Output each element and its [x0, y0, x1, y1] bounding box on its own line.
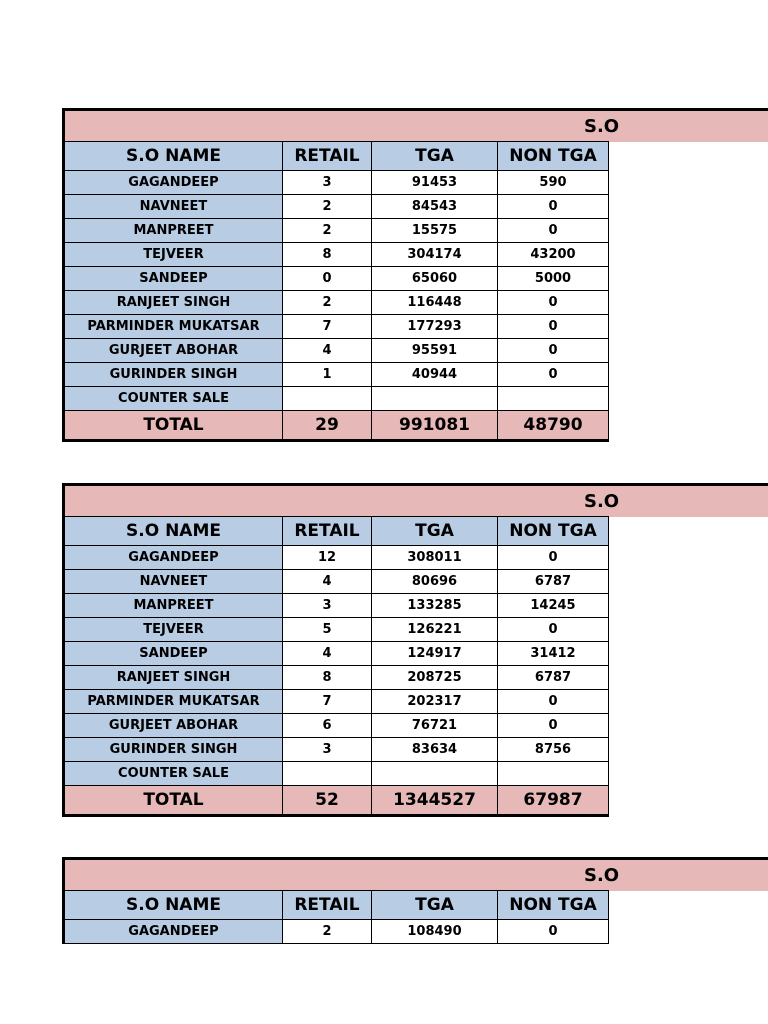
- so-name-cell[interactable]: PARMINDER MUKATSAR: [64, 315, 283, 339]
- retail-cell[interactable]: 2: [283, 291, 372, 315]
- non-tga-cell[interactable]: 0: [498, 618, 609, 642]
- so-name-cell[interactable]: TEJVEER: [64, 243, 283, 267]
- non-tga-cell[interactable]: 43200: [498, 243, 609, 267]
- so-banner: [62, 857, 768, 891]
- tga-header: TGA: [372, 517, 498, 546]
- retail-cell[interactable]: 7: [283, 315, 372, 339]
- tga-cell[interactable]: 91453: [372, 171, 498, 195]
- retail-cell[interactable]: [283, 387, 372, 411]
- so-name-cell[interactable]: MANPREET: [64, 594, 283, 618]
- non-tga-cell[interactable]: 0: [498, 690, 609, 714]
- non-tga-cell[interactable]: 0: [498, 546, 609, 570]
- tga-cell[interactable]: 304174: [372, 243, 498, 267]
- so-table: [62, 141, 609, 442]
- tga-cell[interactable]: 177293: [372, 315, 498, 339]
- non-tga-cell[interactable]: 0: [498, 195, 609, 219]
- total-label[interactable]: TOTAL: [64, 786, 283, 816]
- retail-cell[interactable]: 4: [283, 339, 372, 363]
- retail-cell[interactable]: 3: [283, 171, 372, 195]
- table-row: [64, 690, 609, 714]
- non-tga-header: NON TGA: [498, 891, 609, 920]
- so-name-cell[interactable]: GAGANDEEP: [64, 546, 283, 570]
- retail-header: RETAIL: [283, 142, 372, 171]
- table-row: [64, 738, 609, 762]
- tga-cell[interactable]: 108490: [372, 920, 498, 944]
- so-name-header: S.O NAME: [64, 142, 283, 171]
- table-row: [64, 920, 609, 944]
- tga-cell[interactable]: 202317: [372, 690, 498, 714]
- retail-cell[interactable]: 3: [283, 594, 372, 618]
- non-tga-header: NON TGA: [498, 142, 609, 171]
- table-row: [64, 291, 609, 315]
- tga-cell[interactable]: 126221: [372, 618, 498, 642]
- so-name-cell[interactable]: GURINDER SINGH: [64, 738, 283, 762]
- non-tga-cell[interactable]: 0: [498, 920, 609, 944]
- retail-cell[interactable]: 6: [283, 714, 372, 738]
- so-banner-title: S.O: [584, 491, 620, 512]
- non-tga-cell[interactable]: 0: [498, 291, 609, 315]
- so-name-cell[interactable]: RANJEET SINGH: [64, 291, 283, 315]
- tga-cell[interactable]: 133285: [372, 594, 498, 618]
- header-row: [64, 142, 609, 171]
- non-tga-header: NON TGA: [498, 517, 609, 546]
- total-tga[interactable]: 991081: [372, 411, 498, 441]
- table-row: [64, 714, 609, 738]
- tga-header: TGA: [372, 891, 498, 920]
- retail-cell[interactable]: 2: [283, 219, 372, 243]
- retail-cell[interactable]: 12: [283, 546, 372, 570]
- header-row: [64, 517, 609, 546]
- so-name-header: S.O NAME: [64, 891, 283, 920]
- table-row: [64, 243, 609, 267]
- non-tga-cell[interactable]: 6787: [498, 666, 609, 690]
- tga-cell[interactable]: [372, 387, 498, 411]
- table-row: [64, 618, 609, 642]
- table-row: [64, 570, 609, 594]
- so-banner-title: S.O: [584, 116, 620, 137]
- tga-cell[interactable]: 40944: [372, 363, 498, 387]
- retail-cell[interactable]: 8: [283, 243, 372, 267]
- so-banner: [62, 483, 768, 517]
- so-table: [62, 890, 609, 944]
- non-tga-cell[interactable]: 590: [498, 171, 609, 195]
- total-label[interactable]: TOTAL: [64, 411, 283, 441]
- so-name-cell[interactable]: TEJVEER: [64, 618, 283, 642]
- tga-cell[interactable]: [372, 762, 498, 786]
- table-row: [64, 387, 609, 411]
- non-tga-cell[interactable]: 6787: [498, 570, 609, 594]
- so-name-cell[interactable]: RANJEET SINGH: [64, 666, 283, 690]
- so-name-cell[interactable]: GAGANDEEP: [64, 171, 283, 195]
- tga-cell[interactable]: 308011: [372, 546, 498, 570]
- tga-cell[interactable]: 83634: [372, 738, 498, 762]
- table-row: [64, 267, 609, 291]
- non-tga-cell[interactable]: 8756: [498, 738, 609, 762]
- retail-cell[interactable]: 2: [283, 920, 372, 944]
- total-row: [64, 411, 609, 441]
- tga-cell[interactable]: 80696: [372, 570, 498, 594]
- so-name-cell[interactable]: GURJEET ABOHAR: [64, 339, 283, 363]
- retail-cell[interactable]: 5: [283, 618, 372, 642]
- retail-cell[interactable]: 0: [283, 267, 372, 291]
- so-banner-title: S.O: [584, 865, 620, 886]
- retail-header: RETAIL: [283, 517, 372, 546]
- retail-cell[interactable]: [283, 762, 372, 786]
- non-tga-cell[interactable]: [498, 762, 609, 786]
- tga-cell[interactable]: 95591: [372, 339, 498, 363]
- table-row: [64, 171, 609, 195]
- non-tga-cell[interactable]: [498, 387, 609, 411]
- so-name-cell[interactable]: COUNTER SALE: [64, 762, 283, 786]
- table-row: [64, 315, 609, 339]
- header-row: [64, 891, 609, 920]
- total-row: [64, 786, 609, 816]
- table-row: [64, 363, 609, 387]
- so-name-header: S.O NAME: [64, 517, 283, 546]
- tga-cell[interactable]: 124917: [372, 642, 498, 666]
- total-tga[interactable]: 1344527: [372, 786, 498, 816]
- retail-cell[interactable]: 7: [283, 690, 372, 714]
- table-row: [64, 666, 609, 690]
- retail-cell[interactable]: 8: [283, 666, 372, 690]
- table-row: [64, 642, 609, 666]
- total-non-tga[interactable]: 67987: [498, 786, 609, 816]
- retail-cell[interactable]: 1: [283, 363, 372, 387]
- so-name-cell[interactable]: GAGANDEEP: [64, 920, 283, 944]
- total-retail[interactable]: 29: [283, 411, 372, 441]
- tga-cell[interactable]: 208725: [372, 666, 498, 690]
- tga-header: TGA: [372, 142, 498, 171]
- table-row: [64, 195, 609, 219]
- retail-header: RETAIL: [283, 891, 372, 920]
- total-non-tga[interactable]: 48790: [498, 411, 609, 441]
- retail-cell[interactable]: 4: [283, 570, 372, 594]
- tga-cell[interactable]: 15575: [372, 219, 498, 243]
- table-row: [64, 546, 609, 570]
- so-name-cell[interactable]: COUNTER SALE: [64, 387, 283, 411]
- non-tga-cell[interactable]: 5000: [498, 267, 609, 291]
- so-name-cell[interactable]: SANDEEP: [64, 267, 283, 291]
- so-name-cell[interactable]: GURINDER SINGH: [64, 363, 283, 387]
- retail-cell[interactable]: 2: [283, 195, 372, 219]
- non-tga-cell[interactable]: 0: [498, 339, 609, 363]
- total-retail[interactable]: 52: [283, 786, 372, 816]
- non-tga-cell[interactable]: 0: [498, 714, 609, 738]
- so-name-cell[interactable]: NAVNEET: [64, 570, 283, 594]
- non-tga-cell[interactable]: 0: [498, 315, 609, 339]
- tga-cell[interactable]: 84543: [372, 195, 498, 219]
- so-name-cell[interactable]: NAVNEET: [64, 195, 283, 219]
- so-name-cell[interactable]: MANPREET: [64, 219, 283, 243]
- non-tga-cell[interactable]: 0: [498, 363, 609, 387]
- so-name-cell[interactable]: PARMINDER MUKATSAR: [64, 690, 283, 714]
- so-banner: [62, 108, 768, 142]
- non-tga-cell[interactable]: 14245: [498, 594, 609, 618]
- retail-cell[interactable]: 3: [283, 738, 372, 762]
- non-tga-cell[interactable]: 0: [498, 219, 609, 243]
- table-row: [64, 339, 609, 363]
- non-tga-cell[interactable]: 31412: [498, 642, 609, 666]
- so-name-cell[interactable]: SANDEEP: [64, 642, 283, 666]
- table-row: [64, 594, 609, 618]
- tga-cell[interactable]: 116448: [372, 291, 498, 315]
- tga-cell[interactable]: 65060: [372, 267, 498, 291]
- so-table: [62, 516, 609, 817]
- retail-cell[interactable]: 4: [283, 642, 372, 666]
- table-row: [64, 762, 609, 786]
- so-name-cell[interactable]: GURJEET ABOHAR: [64, 714, 283, 738]
- table-row: [64, 219, 609, 243]
- tga-cell[interactable]: 76721: [372, 714, 498, 738]
